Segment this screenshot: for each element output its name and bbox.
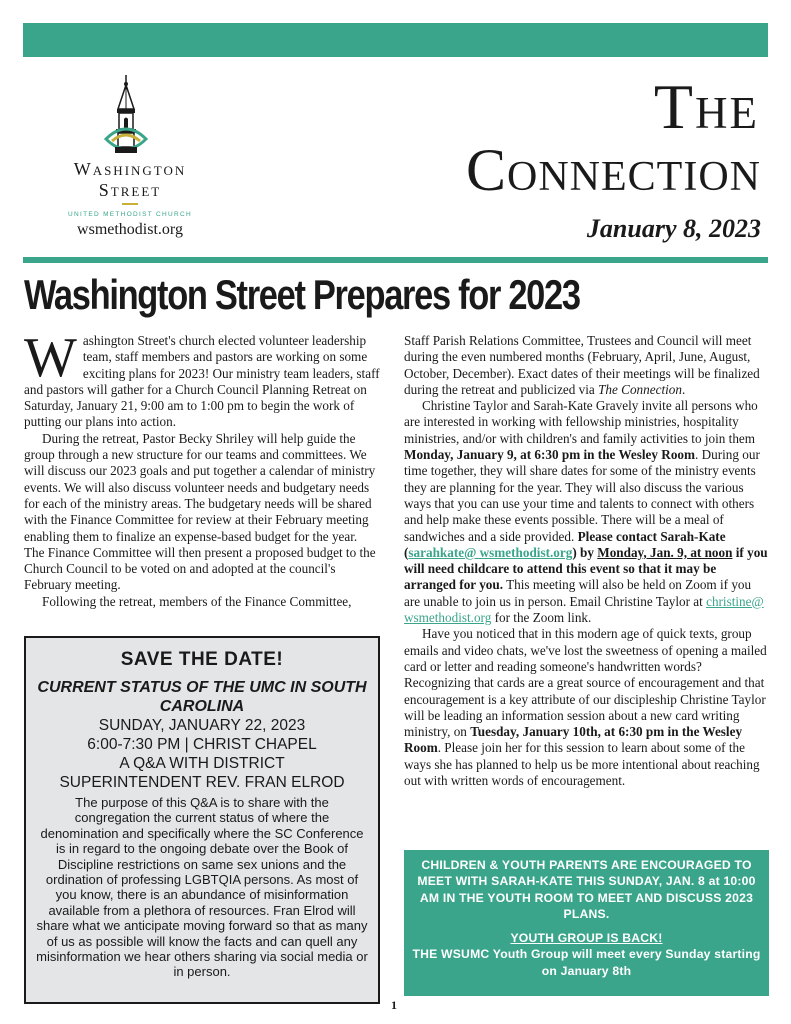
page-number: 1 [391,998,397,1012]
session-time: Tuesday, January 10th, at 6:30 pm in the Wesley Room [404,724,743,756]
paragraph-text: This meeting will also be held on Zoom if you are unable to join us in person. Email Christine Taylor at [404,577,752,609]
logo-divider [122,203,138,205]
article-paragraph-2: During the retreat, Pastor Becky Shriley will help guide the group through a new structure for our teams and committees. We will discuss our 2023 goals and put together a calendar of ministry events. We will also discuss volunteer needs and budgetary needs for each of the ministry areas. The budgetary needs will be shared with the Finance Committee for review at their February meeting enabling them to finalize an expense-based budget for the year. The Finance Committee will then present a proposed budget to the Church Council to be voted on and adopted at the council's February meeting. [24,430,376,593]
page-headline: Washington Street Prepares for 2023 [24,271,580,318]
event-qa-line1: A Q&A WITH DISTRICT [119,755,285,772]
logo-name-line2: Street [98,180,162,200]
email-link-sarahkate[interactable]: sarahkate@ wsmethodist.org [408,544,573,560]
article-paragraph-5 [404,398,769,626]
event-description: The purpose of this Q&A is to share with the congregation the current status of where the denomination and specifically where the SC Conference is in regard to the ongoing debate over the Book of Discipline restrictions on same sex unions and the ordination of professing LGBTQIA persons. As most of you know, there is an abundance of misinformation available from a plethora of resources. Fran Elrod will share what we anticipate moving forward so that as many of us as possible will know the facts and can quell any misinformation we hear others sharing via social media or in person. [36,795,368,980]
top-accent-bar [23,23,768,57]
save-the-date-title: SAVE THE DATE! [120,649,284,670]
masthead-divider [23,257,768,263]
contact-note: ) by [572,544,598,560]
youth-group-heading: YOUTH GROUP IS BACK! [510,931,663,946]
publication-name: The Connection [598,381,682,397]
article-paragraph-4 [404,333,769,398]
newsletter-title-line2: Connection [466,137,761,203]
logo-subtitle: UNITED METHODIST CHURCH [67,211,193,218]
logo-name-line1: Washington [73,159,187,179]
youth-parents-notice: CHILDREN & YOUTH PARENTS ARE ENCOURAGED TO MEET WITH SARAH-KATE THIS SUNDAY, JAN. 8 at 10:00 AM IN THE YOUTH ROOM TO MEET AND DISCUSS 2023 PLANS. [417,858,756,921]
event-qa-line2: SUPERINTENDENT REV. FRAN ELROD [59,774,345,791]
event-date: SUNDAY, JANUARY 22, 2023 [98,717,306,734]
paragraph-text: . During our time together, they will share dates for some of the ministry events they are planning for the year. They will also discuss the various ways that you can use your time and talents to connect with others and help make these events possible. There will be a meal of sandwiches and a side provided. [404,447,760,544]
logo-name [60,159,200,201]
newsletter-title-line1: The [653,71,759,142]
logo-website: wsmethodist.org [77,221,183,238]
deadline: Monday, Jan. 9, at noon [597,544,733,560]
save-the-date-box [24,636,380,1004]
paragraph-text: for the Zoom link. [491,610,592,626]
paragraph-text: Have you noticed that in this modern age of quick texts, group emails and video chats, we've lost the sweetness of opening a mailed card or letter and reading someone's handwritten words? Recognizing that cards are a great source of encouragement and that encouragement is a key attribute of our discipleship Christine Taylor will be leading an information session about a new card writing ministry, on [404,626,767,740]
email-link-christine[interactable]: christine@ wsmethodist.org [404,593,764,626]
article-column-left [24,327,380,610]
issue-date: January 8, 2023 [586,214,761,243]
article-paragraph-3: Following the retreat, members of the Finance Committee, [42,593,352,609]
spacer [410,922,763,930]
article-column-right [404,333,769,789]
church-steeple-icon [104,75,148,159]
drop-cap: W [24,327,77,389]
youth-announcement-box [404,850,769,996]
youth-group-schedule: THE WSUMC Youth Group will meet every Sunday starting on January 8th [412,947,761,978]
meeting-time: Monday, January 9, at 6:30 pm in the Wesley Room [404,447,695,463]
event-time-place: 6:00-7:30 PM | CHRIST CHAPEL [87,736,317,753]
event-subtitle: CURRENT STATUS OF THE UMC IN SOUTH CAROLINA [37,679,367,715]
contact-note: if you will need childcare to attend this event so that it may be arranged for you. [404,544,768,593]
paragraph-text: Christine Taylor and Sarah-Kate Gravely invite all persons who are interested in working with fellowship ministries, hospitality ministries, and/or with children's and family activities to join them [404,398,758,446]
paragraph-text: . Please join her for this session to learn about some of the ways she has planned to help us be more intentional about reaching out with written words of encouragement. [404,740,760,789]
article-paragraph-1 [24,327,380,431]
paragraph-text: ashington Street's church elected volunteer leadership team, staff members and pastors are working on some exciting plans for 2023! Our ministry team leaders, staff and pastors will gather for a Church Council Planning Retreat on Saturday, January 21, 9:00 am to 1:00 pm to begin the work of putting our plans into action. [24,333,380,430]
contact-note: Please contact Sarah-Kate ( [404,528,726,560]
paragraph-text: . [681,381,686,397]
article-paragraph-6 [404,626,769,789]
paragraph-text: Staff Parish Relations Committee, Trustees and Council will meet during the even numbered months (February, April, June, August, October, December). Exact dates of their meetings will be finalized during the retreat and publicized via [404,333,760,397]
